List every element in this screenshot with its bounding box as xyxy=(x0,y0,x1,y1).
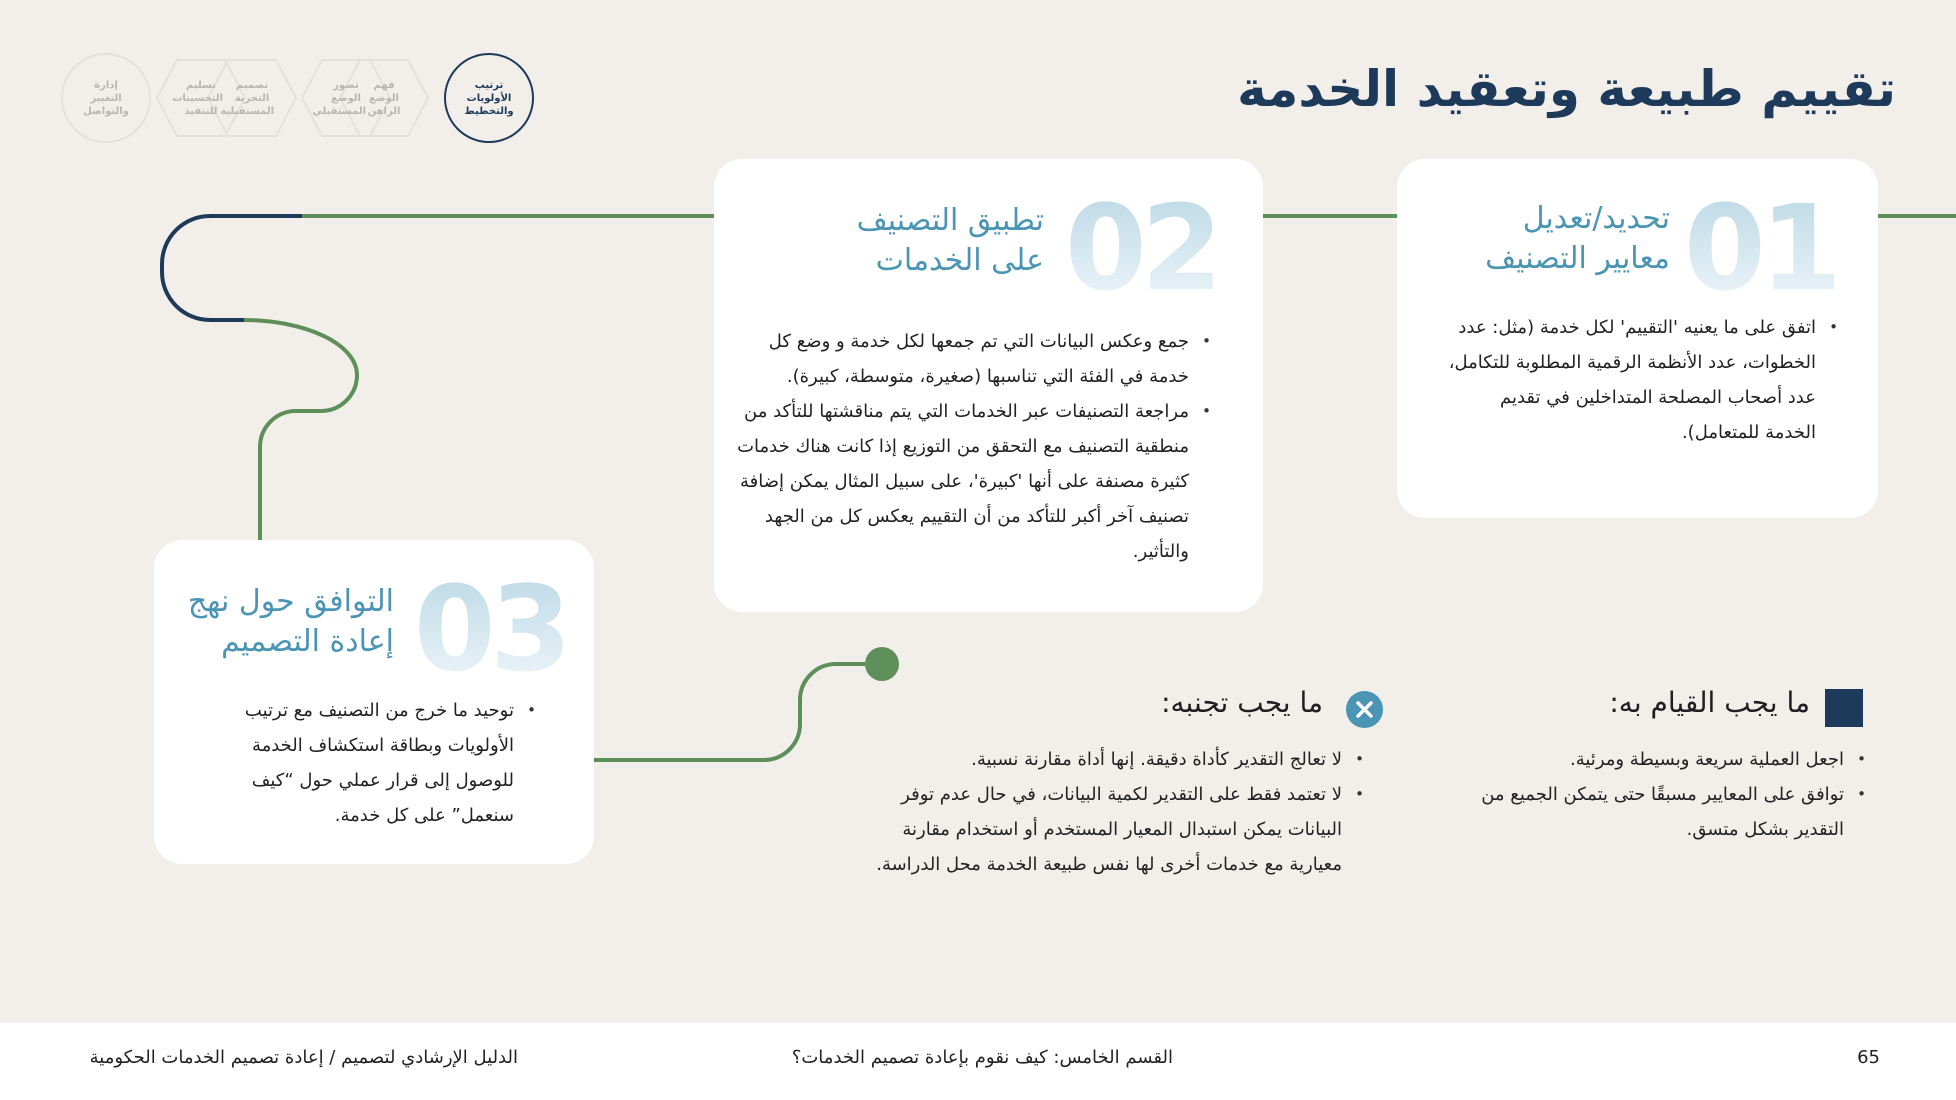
bullet-item: • اتفق على ما يعنيه 'التقييم' لكل خدمة (مثل: عدد الخطوات، عدد الأنظمة الرقمية المطلوبة للتكامل، عدد أصحاب المصلحة المتداخلين في تقديم الخدمة للمتعامل). xyxy=(1448,310,1816,450)
stage-label: إدارة التغيير والتواصل xyxy=(83,79,129,117)
do-bullets xyxy=(1434,742,1866,847)
step-number: 01 xyxy=(1683,179,1836,317)
bullet-item: • جمع وعكس البيانات التي تم جمعها لكل خدمة و وضع كل خدمة في الفئة التي تناسبها (صغيرة، متوسطة، كبيرة). xyxy=(729,324,1189,394)
footer-guide: الدليل الإرشادي لتصميم / إعادة تصميم الخدمات الحكومية xyxy=(89,1047,518,1068)
bullet-item: • لا تعالج التقدير كأداة دقيقة. إنها أداة مقارنة نسبية. xyxy=(854,742,1342,777)
bullet-item: • اجعل العملية سريعة وبسيطة ومرئية. xyxy=(1434,742,1844,777)
do-square-icon xyxy=(1825,689,1863,727)
step-bullets xyxy=(202,693,536,833)
page-number: 65 xyxy=(1857,1047,1880,1068)
step-bullets xyxy=(729,324,1211,569)
stage-prioritize-plan[interactable] xyxy=(443,52,535,144)
step-bullets xyxy=(1448,310,1838,450)
bullet-item: • توحيد ما خرج من التصنيف مع ترتيب الأولويات وبطاقة استكشاف الخدمة للوصول إلى قرار عملي حول “كيف سنعمل” على كل خدمة. xyxy=(202,693,514,833)
step-number: 02 xyxy=(1064,179,1217,317)
stage-label: تصميم التجربة المستقبلية xyxy=(220,79,274,117)
step-number: 03 xyxy=(413,560,566,698)
footer xyxy=(0,1023,1956,1100)
page-title: تقييم طبيعة وتعقيد الخدمة xyxy=(1237,60,1896,118)
footer-section: القسم الخامس: كيف نقوم بإعادة تصميم الخدمات؟ xyxy=(791,1047,1173,1068)
step-title: التوافق حول نهج إعادة التصميم xyxy=(187,584,394,659)
stage-label: تسليم التحسينات للتنفيذ xyxy=(172,79,223,117)
step-title: تحديد/تعديل معايير التصنيف xyxy=(1485,201,1670,276)
step-title: تطبيق التصنيف على الخدمات xyxy=(856,203,1044,278)
bullet-item: • مراجعة التصنيفات عبر الخدمات التي يتم مناقشتها للتأكد من منطقية التصنيف مع التحقق من التوزيع إذا كانت هناك خدمات كثيرة مصنفة على أنها 'كبيرة'، على سبيل المثال يمكن إضافة تصنيف آخر أكبر للتأكد من أن التقييم يعكس كل من الجهد والتأثير. xyxy=(729,394,1189,569)
stage-change-management[interactable] xyxy=(60,52,152,144)
bullet-item: • لا تعتمد فقط على التقدير لكمية البيانات، في حال عدم توفر البيانات يمكن استبدال المعيار المستخدم أو استخدام مقارنة معيارية مع خدمات أخرى لها نفس طبيعة الخدمة محل الدراسة. xyxy=(854,777,1342,882)
stage-label: ترتيب الأولويات والتخطيط xyxy=(464,79,514,117)
step-card-02 xyxy=(714,159,1263,612)
do-heading: ما يجب القيام به: xyxy=(1609,686,1810,719)
stage-label: فهم الوضع الراهن xyxy=(367,79,401,117)
close-icon xyxy=(1346,691,1383,728)
bullet-item: • توافق على المعايير مسبقًا حتى يتمكن الجميع من التقدير بشكل متسق. xyxy=(1434,777,1844,847)
dont-bullets xyxy=(854,742,1364,882)
dont-heading: ما يجب تجنبه: xyxy=(1161,686,1323,719)
step-card-03 xyxy=(154,540,594,864)
step-card-01 xyxy=(1397,159,1878,518)
stage-label: تصور الوضع المستقبلي xyxy=(312,79,366,117)
